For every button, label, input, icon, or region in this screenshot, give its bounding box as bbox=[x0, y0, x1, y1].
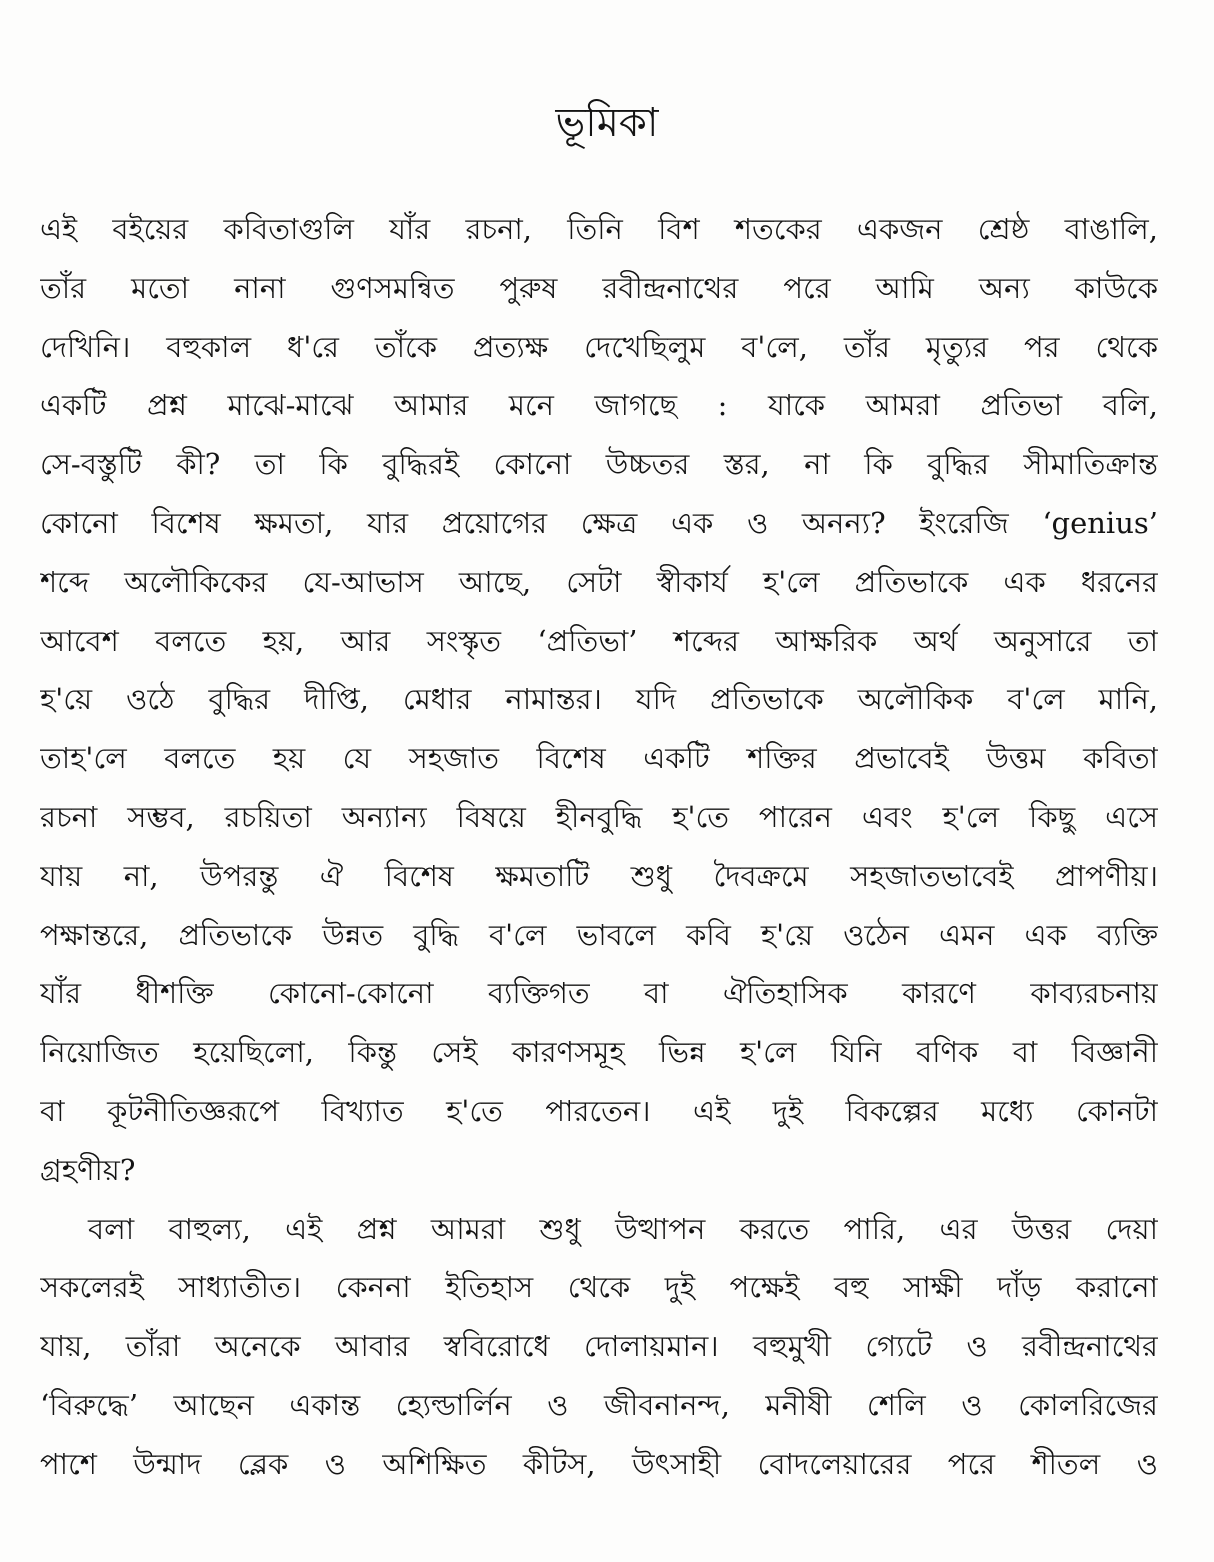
text-line: আবেশ বলতে হয়, আর সংস্কৃত ‘প্রতিভা’ শব্দের আক্ষরিক অর্থ অনুসারে তা bbox=[40, 623, 1158, 658]
text-line: গ্রহণীয়? bbox=[40, 1152, 136, 1187]
text-line: সে-বস্তুটি কী? তা কি বুদ্ধিরই কোনো উচ্চতর স্তর, না কি বুদ্ধির সীমাতিক্রান্ত bbox=[40, 447, 1158, 482]
text-line: যাঁর ধীশক্তি কোনো-কোনো ব্যক্তিগত বা ঐতিহাসিক কারণে কাব্যরচনায় bbox=[40, 976, 1158, 1011]
text-line: হ'য়ে ওঠে বুদ্ধির দীপ্তি, মেধার নামান্তর। যদি প্রতিভাকে অলৌকিক ব'লে মানি, bbox=[40, 682, 1158, 717]
paragraph-1 bbox=[40, 200, 1158, 1200]
text-line: সকলেরই সাধ্যাতীত। কেননা ইতিহাস থেকে দুই পক্ষেই বহু সাক্ষী দাঁড় করানো bbox=[40, 1270, 1158, 1305]
text-line: এই বইয়ের কবিতাগুলি যাঁর রচনা, তিনি বিশ শতকের একজন শ্রেষ্ঠ বাঙালি, bbox=[40, 212, 1158, 246]
text-line: শব্দে অলৌকিকের যে-আভাস আছে, সেটা স্বীকার্য হ'লে প্রতিভাকে এক ধরনের bbox=[40, 564, 1158, 599]
body-text bbox=[40, 200, 1158, 1494]
text-line: তাহ'লে বলতে হয় যে সহজাত বিশেষ একটি শক্তির প্রভাবেই উত্তম কবিতা bbox=[40, 741, 1158, 776]
text-line: একটি প্রশ্ন মাঝে-মাঝে আমার মনে জাগছে : যাকে আমরা প্রতিভা বলি, bbox=[40, 388, 1158, 423]
text-line: দেখিনি। বহুকাল ধ'রে তাঁকে প্রত্যক্ষ দেখেছিলুম ব'লে, তাঁর মৃত্যুর পর থেকে bbox=[40, 329, 1158, 364]
text-line: ‘বিরুদ্ধে’ আছেন একান্ত হ্যেল্ডার্লিন ও জীবনানন্দ, মনীষী শেলি ও কোলরিজের bbox=[40, 1387, 1158, 1422]
page-title: ভূমিকা bbox=[555, 100, 659, 146]
text-line: বা কূটনীতিজ্ঞরূপে বিখ্যাত হ'তে পারতেন। এই দুই বিকল্পের মধ্যে কোনটা bbox=[40, 1093, 1158, 1128]
text-line: যায় না, উপরন্তু ঐ বিশেষ ক্ষমতাটি শুধু দৈবক্রমে সহজাতভাবেই প্রাপণীয়। bbox=[40, 858, 1158, 893]
text-line: কোনো বিশেষ ক্ষমতা, যার প্রয়োগের ক্ষেত্র এক ও অনন্য? ইংরেজি ‘genius’ bbox=[40, 505, 1158, 540]
text-line: বলা বাহুল্য, এই প্রশ্ন আমরা শুধু উত্থাপন করতে পারি, এর উত্তর দেয়া bbox=[88, 1211, 1158, 1246]
text-line: পক্ষান্তরে, প্রতিভাকে উন্নত বুদ্ধি ব'লে ভাবলে কবি হ'য়ে ওঠেন এমন এক ব্যক্তি bbox=[40, 917, 1158, 952]
text-line: পাশে উন্মাদ ব্লেক ও অশিক্ষিত কীটস, উৎসাহী বোদলেয়ারের পরে শীতল ও bbox=[40, 1446, 1158, 1481]
paragraph-2 bbox=[40, 1200, 1158, 1494]
text-line: রচনা সম্ভব, রচয়িতা অন্যান্য বিষয়ে হীনবুদ্ধি হ'তে পারেন এবং হ'লে কিছু এসে bbox=[40, 799, 1158, 834]
text-line: তাঁর মতো নানা গুণসমন্বিত পুরুষ রবীন্দ্রনাথের পরে আমি অন্য কাউকে bbox=[40, 270, 1158, 305]
text-line: নিয়োজিত হয়েছিলো, কিন্তু সেই কারণসমূহ ভিন্ন হ'লে যিনি বণিক বা বিজ্ঞানী bbox=[40, 1035, 1158, 1070]
text-line: যায়, তাঁরা অনেকে আবার স্ববিরোধে দোলায়মান। বহুমুখী গ্যেটে ও রবীন্দ্রনাথের bbox=[40, 1329, 1158, 1364]
